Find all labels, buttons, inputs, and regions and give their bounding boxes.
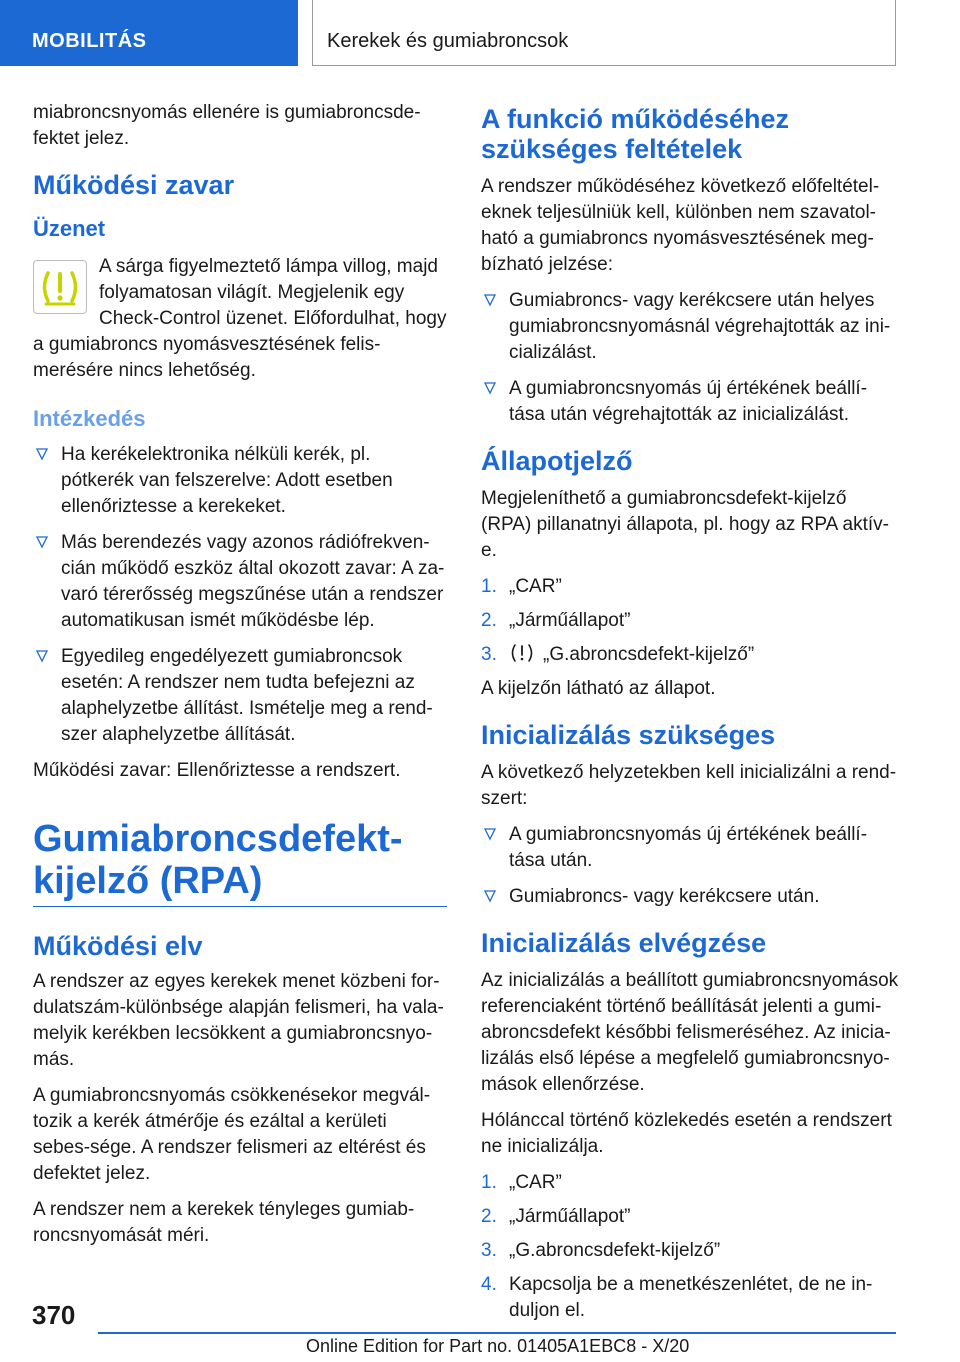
heading-principle: Működési elv	[33, 931, 203, 961]
bullet-triangle-icon	[483, 380, 497, 396]
section-title: MOBILITÁS	[0, 0, 298, 66]
message-block	[33, 254, 447, 384]
right-column	[481, 100, 899, 1332]
status-after: A kijelzőn látható az állapot.	[481, 678, 716, 699]
init-do-paragraph-2: Hólánccal történő közlekedés esetén a rendszert ne inicializálja.	[481, 1110, 892, 1157]
page-header	[0, 0, 960, 66]
list-item: 3. „G.abroncsdefekt-kijelző”	[481, 1240, 721, 1261]
heading-conditions: A funkció működéséhez szükséges feltételek	[481, 104, 790, 164]
heading-message: Üzenet	[33, 216, 106, 241]
heading-rpa: Gumiabroncsdefekt-kijelző (RPA)	[33, 818, 447, 907]
heading-init-do: Inicializálás elvégzése	[481, 928, 767, 958]
list-item: A gumiabroncsnyomás új értékének beállí-tása után végrehajtották az inicializálást.	[481, 376, 899, 428]
principle-paragraph-3: A rendszer nem a kerekek tényleges gumiab-roncsnyomását méri.	[33, 1199, 415, 1246]
bullet-triangle-icon	[483, 888, 497, 904]
init-do-paragraph-1: Az inicializálás a beállított gumiabroncsnyomások referenciaként történő beállítását jelenti a gumi-abroncsdefekt későbbi felismeréséhez. Az inicia-lizálás első lépése a megfelelő gumiabroncsnyo-mások ellenőrzése.	[481, 970, 899, 1095]
list-item: Ha kerékelektronika nélküli kerék, pl. pótkerék van felszerelve: Adott esetben ellenőriztesse a kerekeket.	[33, 442, 447, 520]
bullet-triangle-icon	[483, 292, 497, 308]
list-item: Egyedileg engedélyezett gumiabroncsok esetén: A rendszer nem tudta befejezni az alaphelyzetbe állítást. Ismételje meg a rend-szer alaphelyzetbe állítását.	[33, 644, 447, 748]
list-item: 3. „G.abroncsdefekt-kijelző”	[481, 644, 755, 665]
malfunction-note: Működési zavar: Ellenőriztesse a rendszert.	[33, 760, 401, 781]
list-item: Gumiabroncs- vagy kerékcsere után helyes gumiabroncsnyomásnál végrehajtották az ini-cializálást.	[481, 288, 899, 366]
footer-divider	[98, 1332, 896, 1334]
intro-paragraph: miabroncsnyomás ellenére is gumiabroncsde-fektet jelez.	[33, 102, 421, 149]
bullet-triangle-icon	[35, 648, 49, 664]
conditions-text: A rendszer működéséhez következő előfeltétel-eknek teljesülniük kell, különben nem szavatol-ható a gumiabroncs nyomásvesztésének meg-bízható jelzése:	[481, 176, 880, 275]
tire-pressure-warning-icon	[33, 260, 87, 314]
status-text: Megjeleníthető a gumiabroncsdefekt-kijelző (RPA) pillanatnyi állapota, pl. hogy az RPA aktív-e.	[481, 488, 889, 561]
bullet-triangle-icon	[483, 826, 497, 842]
list-item: 1. „CAR”	[481, 576, 562, 597]
init-needed-text: A következő helyzetekben kell inicializálni a rend-szert:	[481, 762, 897, 809]
list-item: 1. „CAR”	[481, 1172, 562, 1193]
bullet-triangle-icon	[35, 534, 49, 550]
heading-init-needed: Inicializálás szükséges	[481, 720, 776, 750]
chapter-title: Kerekek és gumiabroncsok	[312, 0, 896, 66]
list-item: 2. „Járműállapot”	[481, 610, 631, 631]
heading-action: Intézkedés	[33, 406, 146, 431]
tire-pressure-icon	[509, 642, 535, 664]
heading-status: Állapotjelző	[481, 446, 633, 476]
list-item: Más berendezés vagy azonos rádiófrekven-cián működő eszköz által okozott zavar: A za-varó térerősség megszűnése után a rendszer automatikusan ismét működésbe lép.	[33, 530, 447, 634]
left-column	[33, 100, 447, 1259]
principle-paragraph-2: A gumiabroncsnyomás csökkenésekor megvál-tozik a kerék átmérője és ezáltal a kerületi sebes-sége. A rendszer felismeri az eltérést és defektet jelez.	[33, 1085, 431, 1184]
heading-malfunction: Működési zavar	[33, 170, 235, 200]
principle-paragraph-1: A rendszer az egyes kerekek menet közbeni for-dulatszám-különbsége alapján felismeri, ha vala-melyik kerékben lecsökkent a gumiabroncsnyo-más.	[33, 971, 444, 1070]
footer-edition: Online Edition for Part no. 01405A1EBC8 - X/20	[306, 1336, 690, 1356]
page-number: 370	[32, 1300, 76, 1330]
list-item: 4. Kapcsolja be a menetkészenlétet, de ne in-duljon el.	[481, 1274, 873, 1321]
bullet-triangle-icon	[35, 446, 49, 462]
list-item: Gumiabroncs- vagy kerékcsere után.	[481, 884, 899, 910]
list-item: 2. „Járműállapot”	[481, 1206, 631, 1227]
message-text: A sárga figyelmeztető lámpa villog, majd folyamatosan világít. Megjelenik egy Check-Control üzenet. Előfordulhat, hogy a gumiabroncs nyomásvesztésének felis-merésére nincs lehetőség.	[33, 256, 447, 381]
list-item: A gumiabroncsnyomás új értékének beállí-tása után.	[481, 822, 899, 874]
